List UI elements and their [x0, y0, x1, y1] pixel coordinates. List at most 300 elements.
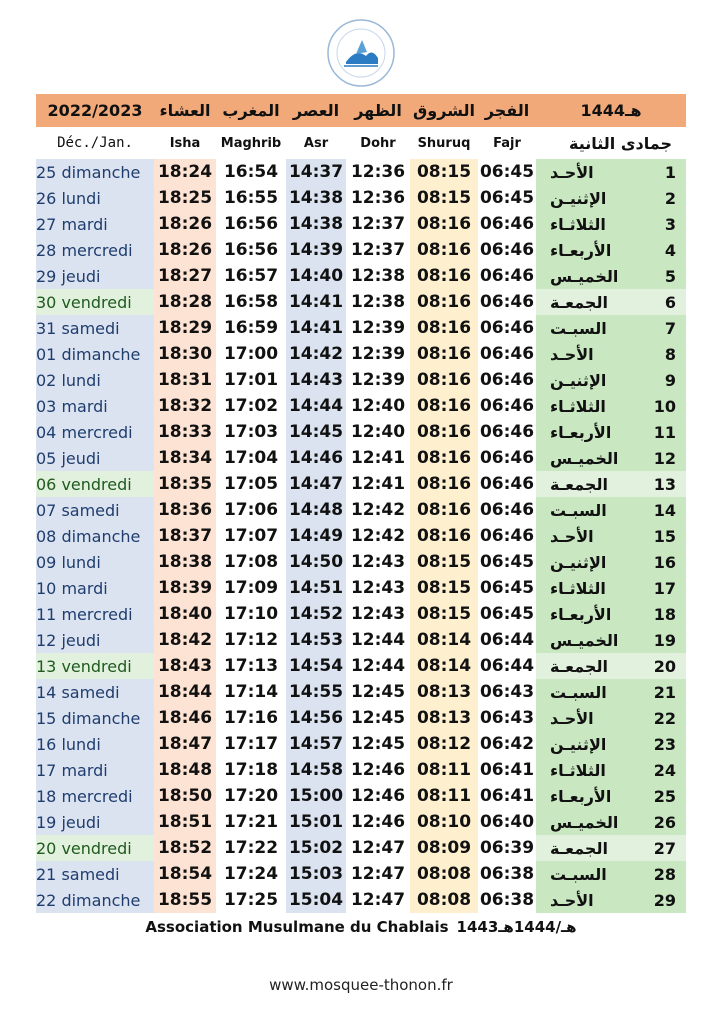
hijri-year: 1444هـ — [536, 94, 686, 127]
asr-time: 14:39 — [286, 237, 346, 263]
date-cell: 31 samedi — [36, 315, 154, 341]
hijri-cell — [536, 523, 686, 549]
isha-time: 18:54 — [154, 861, 216, 887]
shuruq-time: 08:10 — [410, 809, 478, 835]
table-row — [36, 367, 686, 393]
hijri-cell — [536, 653, 686, 679]
hijri-weekday: الخميـس — [550, 266, 619, 286]
shuruq-time: 08:14 — [410, 627, 478, 653]
asr-time: 14:46 — [286, 445, 346, 471]
hijri-day-number: 24 — [653, 760, 676, 780]
hijri-day-number: 2 — [664, 188, 676, 208]
shuruq-time: 08:09 — [410, 835, 478, 861]
hijri-cell — [536, 705, 686, 731]
hijri-day-number: 1 — [664, 162, 676, 182]
dohr-time: 12:42 — [350, 500, 406, 520]
shuruq-time: 08:16 — [410, 393, 478, 419]
isha-time: 18:27 — [154, 263, 216, 289]
isha-header-ar: العشاء — [154, 94, 216, 127]
date-cell: 02 lundi — [36, 367, 154, 393]
maghrib-time: 16:57 — [223, 266, 279, 286]
asr-time: 14:50 — [286, 549, 346, 575]
isha-time: 18:29 — [154, 315, 216, 341]
shuruq-time: 08:16 — [410, 263, 478, 289]
table-row — [36, 809, 686, 835]
isha-time: 18:38 — [154, 549, 216, 575]
hijri-weekday: الأربعـاء — [550, 422, 612, 442]
dohr-time: 12:36 — [350, 162, 406, 182]
asr-time: 14:41 — [286, 289, 346, 315]
asr-time: 15:02 — [286, 835, 346, 861]
shuruq-time: 08:15 — [410, 601, 478, 627]
hijri-years: 1443هـ/1444هـ — [456, 918, 577, 936]
shuruq-time: 08:16 — [410, 367, 478, 393]
dohr-time: 12:45 — [350, 708, 406, 728]
table-row — [36, 263, 686, 289]
hijri-cell — [536, 159, 686, 185]
hijri-weekday: الجمعـة — [550, 474, 608, 494]
hijri-day-number: 13 — [653, 474, 676, 494]
fajr-time: 06:40 — [479, 812, 535, 832]
hijri-day-number: 5 — [664, 266, 676, 286]
table-row — [36, 575, 686, 601]
isha-time: 18:25 — [154, 185, 216, 211]
maghrib-column-header: Maghrib — [220, 135, 282, 151]
maghrib-time: 17:13 — [223, 656, 279, 676]
dohr-time: 12:47 — [350, 864, 406, 884]
hijri-cell — [536, 757, 686, 783]
dohr-time: 12:42 — [350, 526, 406, 546]
hijri-weekday: الأحـد — [550, 708, 594, 728]
table-row — [36, 861, 686, 887]
date-cell: 17 mardi — [36, 757, 154, 783]
isha-time: 18:33 — [154, 419, 216, 445]
shuruq-time: 08:16 — [410, 341, 478, 367]
maghrib-time: 17:16 — [223, 708, 279, 728]
shuruq-header-ar: الشروق — [410, 94, 478, 127]
hijri-day-number: 10 — [653, 396, 676, 416]
hijri-weekday: الإثنيـن — [550, 734, 607, 754]
table-row — [36, 341, 686, 367]
hijri-cell — [536, 471, 686, 497]
hijri-cell — [536, 809, 686, 835]
fajr-time: 06:46 — [479, 292, 535, 312]
table-row — [36, 731, 686, 757]
maghrib-time: 17:18 — [223, 760, 279, 780]
fajr-time: 06:46 — [479, 500, 535, 520]
hijri-cell — [536, 367, 686, 393]
isha-column-header: Isha — [169, 135, 201, 151]
maghrib-time: 17:05 — [223, 474, 279, 494]
maghrib-time: 16:55 — [223, 188, 279, 208]
table-row — [36, 497, 686, 523]
isha-time: 18:31 — [154, 367, 216, 393]
hijri-weekday: الخميـس — [550, 812, 619, 832]
date-cell: 05 jeudi — [36, 445, 154, 471]
fajr-column-header: Fajr — [493, 135, 521, 151]
hijri-weekday: الثلاثـاء — [550, 396, 606, 416]
fajr-time: 06:41 — [479, 760, 535, 780]
hijri-cell — [536, 263, 686, 289]
asr-time: 14:44 — [286, 393, 346, 419]
isha-time: 18:24 — [154, 159, 216, 185]
dohr-time: 12:47 — [350, 838, 406, 858]
hijri-weekday: الثلاثـاء — [550, 578, 606, 598]
hijri-cell — [536, 627, 686, 653]
dohr-time: 12:46 — [350, 760, 406, 780]
hijri-weekday: السبـت — [550, 864, 607, 884]
date-cell: 19 jeudi — [36, 809, 154, 835]
dohr-time: 12:39 — [350, 344, 406, 364]
hijri-cell — [536, 419, 686, 445]
fajr-time: 06:39 — [479, 838, 535, 858]
isha-time: 18:43 — [154, 653, 216, 679]
shuruq-time: 08:11 — [410, 783, 478, 809]
hijri-weekday: السبـت — [550, 682, 607, 702]
hijri-cell — [536, 341, 686, 367]
maghrib-time: 17:00 — [223, 344, 279, 364]
dohr-time: 12:45 — [350, 734, 406, 754]
shuruq-time: 08:15 — [410, 549, 478, 575]
hijri-cell — [536, 211, 686, 237]
dohr-time: 12:43 — [350, 578, 406, 598]
dohr-time: 12:46 — [350, 786, 406, 806]
maghrib-time: 17:01 — [223, 370, 279, 390]
asr-time: 14:42 — [286, 341, 346, 367]
dohr-time: 12:44 — [350, 630, 406, 650]
association-name: Association Musulmane du Chablais — [145, 918, 449, 936]
table-row — [36, 185, 686, 211]
asr-time: 15:04 — [286, 887, 346, 913]
fajr-time: 06:46 — [479, 214, 535, 234]
date-cell: 18 mercredi — [36, 783, 154, 809]
date-cell: 14 samedi — [36, 679, 154, 705]
website-url: www.mosquee-thonon.fr — [269, 976, 453, 994]
hijri-weekday: الأربعـاء — [550, 240, 612, 260]
hijri-day-number: 17 — [653, 578, 676, 598]
hijri-day-number: 12 — [653, 448, 676, 468]
hijri-weekday: الأربعـاء — [550, 786, 612, 806]
date-cell: 08 dimanche — [36, 523, 154, 549]
date-cell: 28 mercredi — [36, 237, 154, 263]
date-cell: 03 mardi — [36, 393, 154, 419]
shuruq-time: 08:16 — [410, 523, 478, 549]
table-row — [36, 549, 686, 575]
maghrib-time: 17:02 — [223, 396, 279, 416]
asr-time: 14:41 — [286, 315, 346, 341]
association-logo — [326, 18, 396, 88]
hijri-cell — [536, 731, 686, 757]
dohr-time: 12:41 — [350, 448, 406, 468]
fajr-time: 06:45 — [479, 162, 535, 182]
isha-time: 18:35 — [154, 471, 216, 497]
maghrib-time: 17:21 — [223, 812, 279, 832]
hijri-day-number: 8 — [664, 344, 676, 364]
table-row — [36, 705, 686, 731]
asr-header-ar: العصر — [286, 94, 346, 127]
maghrib-time: 17:20 — [223, 786, 279, 806]
table-row — [36, 237, 686, 263]
shuruq-time: 08:15 — [410, 159, 478, 185]
hijri-cell — [536, 237, 686, 263]
hijri-day-number: 22 — [653, 708, 676, 728]
fajr-time: 06:42 — [479, 734, 535, 754]
prayer-times-table — [36, 94, 686, 913]
hijri-day-number: 20 — [653, 656, 676, 676]
maghrib-time: 17:07 — [223, 526, 279, 546]
fajr-time: 06:43 — [479, 682, 535, 702]
asr-time: 14:51 — [286, 575, 346, 601]
dohr-column-header: Dohr — [360, 135, 396, 151]
dohr-time: 12:39 — [350, 370, 406, 390]
fajr-time: 06:46 — [479, 240, 535, 260]
date-cell: 01 dimanche — [36, 341, 154, 367]
fajr-time: 06:46 — [479, 448, 535, 468]
hijri-month-header: جمادى الثانية — [569, 133, 672, 153]
asr-time: 14:55 — [286, 679, 346, 705]
dohr-time: 12:43 — [350, 604, 406, 624]
fajr-time: 06:43 — [479, 708, 535, 728]
shuruq-time: 08:13 — [410, 679, 478, 705]
hijri-weekday: الأحـد — [550, 890, 594, 910]
shuruq-time: 08:16 — [410, 315, 478, 341]
column-header-row — [36, 127, 686, 159]
date-cell: 06 vendredi — [36, 471, 154, 497]
hijri-cell — [536, 835, 686, 861]
table-row — [36, 445, 686, 471]
hijri-day-number: 27 — [653, 838, 676, 858]
table-row — [36, 601, 686, 627]
hijri-day-number: 6 — [664, 292, 676, 312]
isha-time: 18:37 — [154, 523, 216, 549]
fajr-time: 06:45 — [479, 188, 535, 208]
dohr-time: 12:46 — [350, 812, 406, 832]
isha-time: 18:46 — [154, 705, 216, 731]
hijri-weekday: الثلاثـاء — [550, 214, 606, 234]
date-cell: 25 dimanche — [36, 159, 154, 185]
asr-time: 14:54 — [286, 653, 346, 679]
maghrib-time: 17:10 — [223, 604, 279, 624]
date-cell: 04 mercredi — [36, 419, 154, 445]
hijri-day-number: 14 — [653, 500, 676, 520]
date-cell: 09 lundi — [36, 549, 154, 575]
asr-column-header: Asr — [303, 135, 329, 151]
shuruq-time: 08:08 — [410, 861, 478, 887]
hijri-weekday: الجمعـة — [550, 292, 608, 312]
table-row — [36, 471, 686, 497]
asr-time: 14:40 — [286, 263, 346, 289]
maghrib-time: 17:08 — [223, 552, 279, 572]
asr-time: 15:01 — [286, 809, 346, 835]
table-row — [36, 887, 686, 913]
isha-time: 18:36 — [154, 497, 216, 523]
shuruq-time: 08:14 — [410, 653, 478, 679]
date-cell: 11 mercredi — [36, 601, 154, 627]
table-row — [36, 315, 686, 341]
hijri-cell — [536, 393, 686, 419]
hijri-weekday: الأحـد — [550, 162, 594, 182]
asr-time: 14:43 — [286, 367, 346, 393]
dohr-time: 12:40 — [350, 396, 406, 416]
hijri-day-number: 4 — [664, 240, 676, 260]
hijri-day-number: 3 — [664, 214, 676, 234]
isha-time: 18:39 — [154, 575, 216, 601]
fajr-time: 06:45 — [479, 552, 535, 572]
fajr-time: 06:46 — [479, 396, 535, 416]
fajr-time: 06:46 — [479, 266, 535, 286]
maghrib-time: 16:56 — [223, 240, 279, 260]
isha-time: 18:28 — [154, 289, 216, 315]
asr-time: 14:58 — [286, 757, 346, 783]
hijri-day-number: 19 — [653, 630, 676, 650]
shuruq-time: 08:16 — [410, 497, 478, 523]
maghrib-time: 17:25 — [223, 890, 279, 910]
hijri-day-number: 25 — [653, 786, 676, 806]
maghrib-time: 17:22 — [223, 838, 279, 858]
isha-time: 18:48 — [154, 757, 216, 783]
maghrib-time: 17:14 — [223, 682, 279, 702]
hijri-cell — [536, 185, 686, 211]
asr-time: 14:49 — [286, 523, 346, 549]
fajr-time: 06:45 — [479, 604, 535, 624]
fajr-time: 06:38 — [479, 890, 535, 910]
hijri-cell — [536, 549, 686, 575]
shuruq-time: 08:16 — [410, 471, 478, 497]
asr-time: 14:57 — [286, 731, 346, 757]
dohr-time: 12:43 — [350, 552, 406, 572]
asr-time: 14:48 — [286, 497, 346, 523]
isha-time: 18:30 — [154, 341, 216, 367]
isha-time: 18:47 — [154, 731, 216, 757]
isha-time: 18:32 — [154, 393, 216, 419]
isha-time: 18:55 — [154, 887, 216, 913]
hijri-weekday: الخميـس — [550, 630, 619, 650]
hijri-day-number: 28 — [653, 864, 676, 884]
isha-time: 18:52 — [154, 835, 216, 861]
maghrib-time: 16:56 — [223, 214, 279, 234]
table-row — [36, 757, 686, 783]
shuruq-time: 08:16 — [410, 237, 478, 263]
date-cell: 07 samedi — [36, 497, 154, 523]
asr-time: 14:56 — [286, 705, 346, 731]
fajr-time: 06:46 — [479, 474, 535, 494]
shuruq-time: 08:15 — [410, 185, 478, 211]
asr-time: 14:53 — [286, 627, 346, 653]
isha-time: 18:44 — [154, 679, 216, 705]
hijri-weekday: الثلاثـاء — [550, 760, 606, 780]
arabic-header-row — [36, 94, 686, 127]
hijri-day-number: 26 — [653, 812, 676, 832]
asr-time: 14:52 — [286, 601, 346, 627]
fajr-time: 06:38 — [479, 864, 535, 884]
hijri-cell — [536, 887, 686, 913]
isha-time: 18:51 — [154, 809, 216, 835]
hijri-day-number: 29 — [653, 890, 676, 910]
dohr-time: 12:44 — [350, 656, 406, 676]
maghrib-time: 16:54 — [223, 162, 279, 182]
date-cell: 16 lundi — [36, 731, 154, 757]
hijri-weekday: الإثنيـن — [550, 552, 607, 572]
table-row — [36, 783, 686, 809]
shuruq-time: 08:16 — [410, 445, 478, 471]
isha-time: 18:26 — [154, 211, 216, 237]
date-cell: 27 mardi — [36, 211, 154, 237]
asr-time: 14:38 — [286, 185, 346, 211]
date-cell: 22 dimanche — [36, 887, 154, 913]
fajr-time: 06:46 — [479, 422, 535, 442]
hijri-weekday: الجمعـة — [550, 838, 608, 858]
hijri-day-number: 11 — [653, 422, 676, 442]
hijri-cell — [536, 497, 686, 523]
maghrib-header-ar: المغرب — [216, 94, 286, 127]
hijri-cell — [536, 575, 686, 601]
hijri-cell — [536, 861, 686, 887]
footer-association — [0, 918, 722, 936]
hijri-day-number: 15 — [653, 526, 676, 546]
table-row — [36, 419, 686, 445]
hijri-weekday: الأحـد — [550, 344, 594, 364]
dohr-time: 12:37 — [350, 240, 406, 260]
date-cell: 26 lundi — [36, 185, 154, 211]
hijri-day-number: 18 — [653, 604, 676, 624]
asr-time: 14:37 — [286, 159, 346, 185]
fajr-time: 06:46 — [479, 318, 535, 338]
asr-time: 15:00 — [286, 783, 346, 809]
hijri-cell — [536, 783, 686, 809]
date-cell: 21 samedi — [36, 861, 154, 887]
shuruq-time: 08:12 — [410, 731, 478, 757]
hijri-cell — [536, 445, 686, 471]
dohr-time: 12:36 — [350, 188, 406, 208]
shuruq-time: 08:15 — [410, 575, 478, 601]
table-row — [36, 835, 686, 861]
fajr-time: 06:41 — [479, 786, 535, 806]
table-row — [36, 159, 686, 185]
maghrib-time: 17:06 — [223, 500, 279, 520]
maghrib-time: 17:17 — [223, 734, 279, 754]
maghrib-time: 16:59 — [223, 318, 279, 338]
hijri-weekday: السبـت — [550, 318, 607, 338]
dohr-time: 12:45 — [350, 682, 406, 702]
table-row — [36, 211, 686, 237]
date-column-header: Déc./Jan. — [57, 135, 133, 151]
table-row — [36, 523, 686, 549]
fajr-time: 06:46 — [479, 344, 535, 364]
hijri-day-number: 16 — [653, 552, 676, 572]
shuruq-time: 08:08 — [410, 887, 478, 913]
hijri-weekday: السبـت — [550, 500, 607, 520]
isha-time: 18:40 — [154, 601, 216, 627]
maghrib-time: 17:12 — [223, 630, 279, 650]
date-cell: 15 dimanche — [36, 705, 154, 731]
asr-time: 14:38 — [286, 211, 346, 237]
table-row — [36, 627, 686, 653]
isha-time: 18:42 — [154, 627, 216, 653]
date-cell: 10 mardi — [36, 575, 154, 601]
date-cell: 29 jeudi — [36, 263, 154, 289]
maghrib-time: 16:58 — [223, 292, 279, 312]
dohr-time: 12:41 — [350, 474, 406, 494]
dohr-time: 12:37 — [350, 214, 406, 234]
asr-time: 15:03 — [286, 861, 346, 887]
shuruq-column-header: Shuruq — [417, 135, 471, 151]
table-row — [36, 653, 686, 679]
date-cell: 13 vendredi — [36, 653, 154, 679]
asr-time: 14:45 — [286, 419, 346, 445]
maghrib-time: 17:03 — [223, 422, 279, 442]
hijri-cell — [536, 315, 686, 341]
isha-time: 18:26 — [154, 237, 216, 263]
